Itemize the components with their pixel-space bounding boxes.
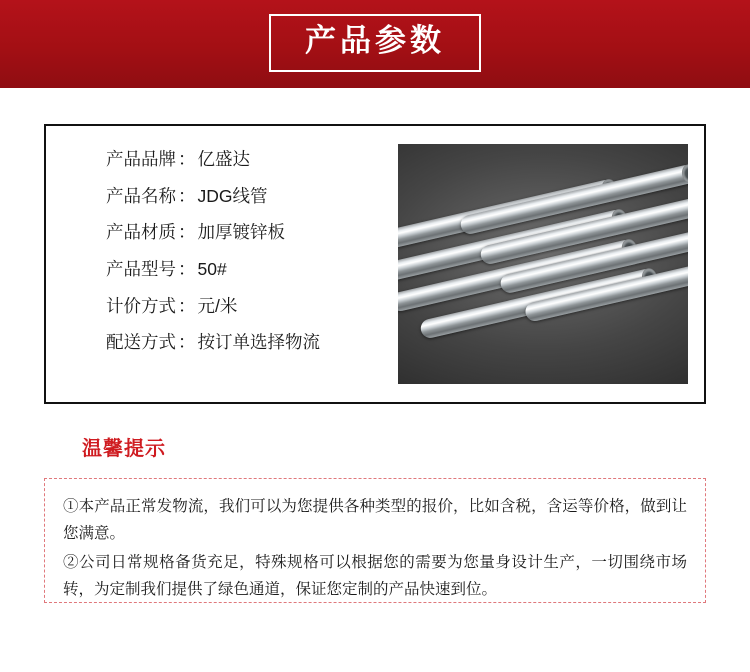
spec-colon: ： <box>178 222 196 243</box>
banner-title-frame <box>269 14 481 72</box>
spec-colon: ： <box>178 332 196 353</box>
page-banner <box>0 0 750 88</box>
page-title: 产品参数 <box>305 23 445 58</box>
spec-label-model: 产品型号 <box>106 258 176 279</box>
spec-value-material: 加厚镀锌板 <box>197 222 285 243</box>
spec-row <box>106 258 398 282</box>
spec-value-delivery: 按订单选择物流 <box>197 332 320 353</box>
spec-label-name: 产品名称 <box>106 185 176 206</box>
spec-colon: ： <box>178 149 196 169</box>
spec-label-pricing: 计价方式 <box>106 295 176 316</box>
spec-value-pricing: 元/米 <box>197 295 238 316</box>
spec-colon: ： <box>178 185 196 206</box>
spec-value-brand: 亿盛达 <box>197 149 250 169</box>
spec-label-material: 产品材质 <box>106 222 176 243</box>
tips-title: 温馨提示 <box>82 438 166 460</box>
spec-row <box>106 148 398 172</box>
spec-colon: ： <box>178 258 196 279</box>
spec-row <box>106 221 398 245</box>
spec-panel <box>44 124 706 404</box>
spec-label-brand: 产品品牌 <box>106 149 176 169</box>
spec-colon: ： <box>178 295 196 316</box>
product-photo <box>398 144 688 384</box>
spec-value-name: JDG线管 <box>197 185 268 206</box>
tip-line: ①本产品正常发物流，我们可以为您提供各种类型的报价，比如含税，含运等价格，做到让您满意。 <box>63 498 687 543</box>
spec-panel-inner <box>46 126 704 402</box>
spec-row <box>106 185 398 209</box>
spec-row <box>106 331 398 355</box>
tip-line: ②公司日常规格备货充足，特殊规格可以根据您的需要为您量身设计生产，一切围绕市场转，为定制我们提供了绿色通道，保证您定制的产品快速到位。 <box>63 554 687 599</box>
spec-value-model: 50# <box>197 258 227 279</box>
tips-box <box>44 478 706 603</box>
spec-label-delivery: 配送方式 <box>106 332 176 353</box>
tube-end-icon <box>680 163 688 185</box>
spec-row <box>106 295 398 319</box>
spec-list <box>46 126 398 402</box>
